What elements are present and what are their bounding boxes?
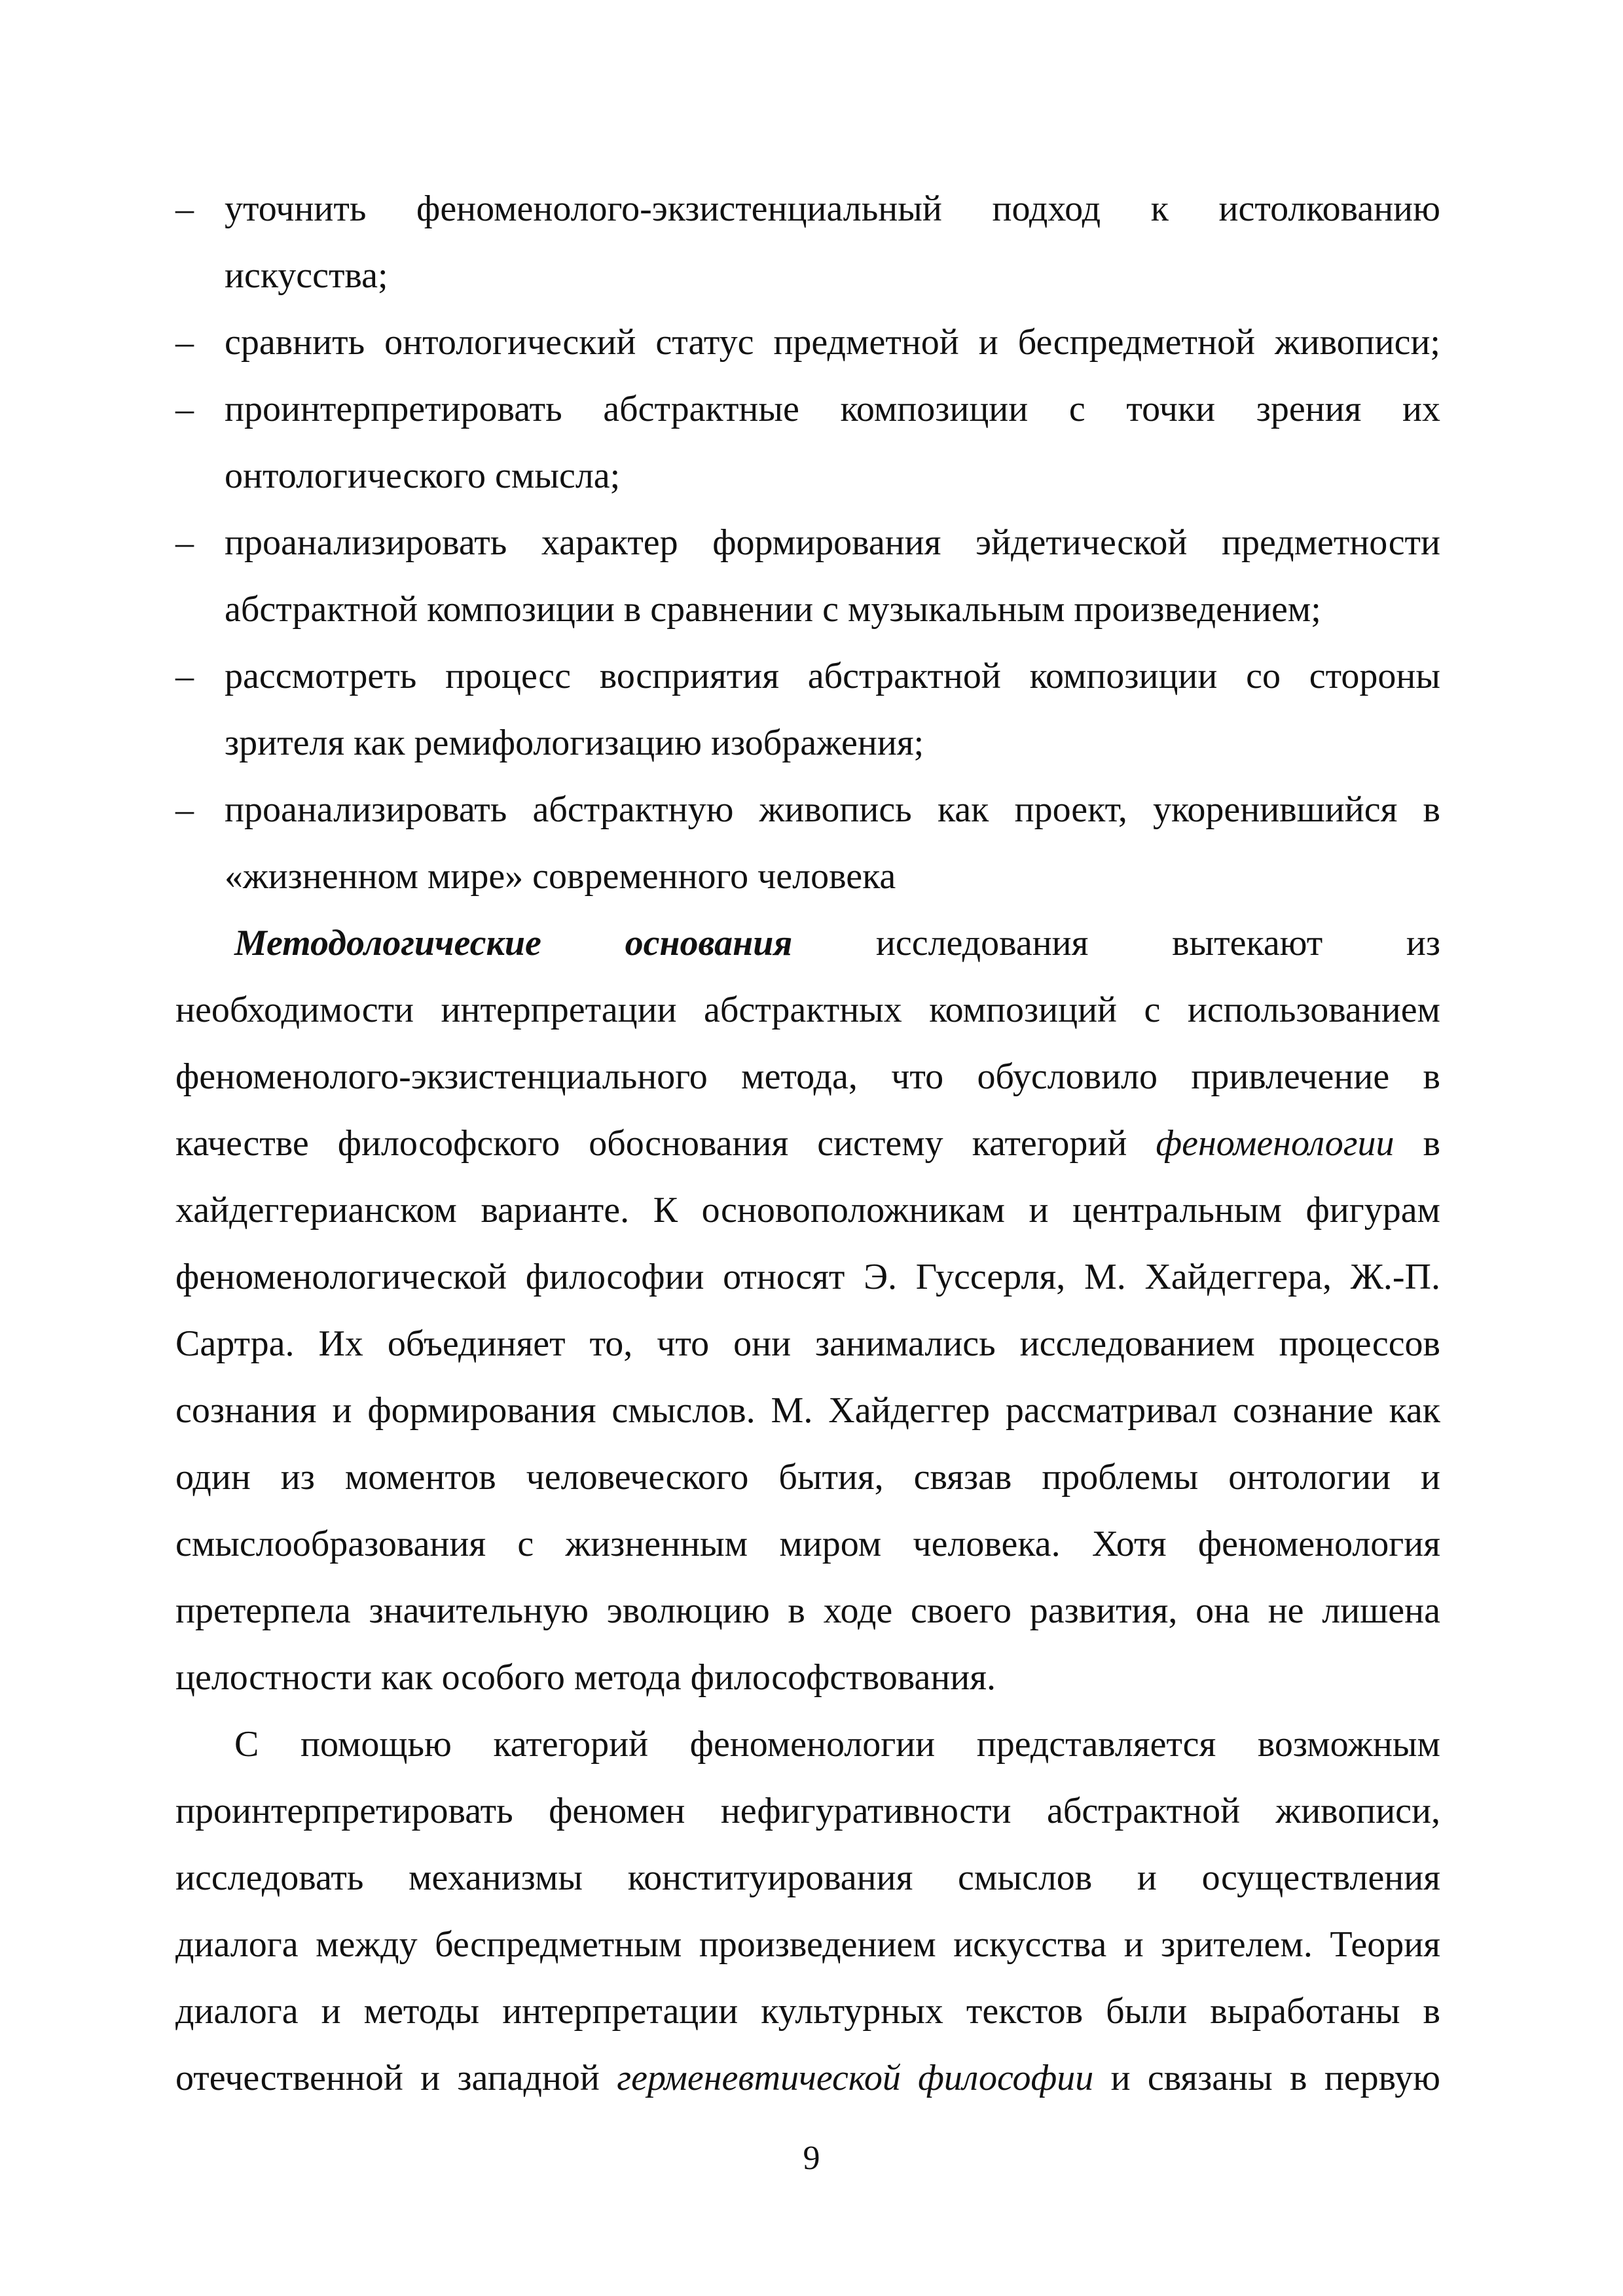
list-item-text: уточнить феноменолого-экзистенциальный подход к истолкованию [225, 188, 1440, 229]
paragraph-line: сознания и формирования смыслов. М. Хайдеггер рассматривал сознание как [175, 1390, 1440, 1431]
paragraph-text: отечественной и западной [175, 2058, 600, 2098]
dash-bullet: – [175, 656, 194, 696]
list-item-text: рассмотреть процесс восприятия абстрактной композиции со стороны [225, 656, 1440, 696]
paragraph-line: диалога между беспредметным произведением искусства и зрителем. Теория [175, 1924, 1440, 1965]
bold-italic-term: Методологические [234, 923, 541, 963]
paragraph-text: исследования вытекают из [875, 923, 1440, 963]
paragraph-text: и связаны в первую [1110, 2058, 1440, 2098]
task-list [175, 175, 1440, 910]
paragraph-text: в [1423, 1123, 1441, 1164]
italic-term: феноменологии [1156, 1123, 1395, 1164]
list-item-text: проанализировать характер формирования эйдетической предметности [225, 522, 1440, 563]
dash-bullet: – [175, 522, 194, 563]
list-item [175, 175, 1440, 242]
list-item-continuation: зрителя как ремифологизацию изображения; [225, 723, 924, 763]
list-item [175, 309, 1440, 376]
paragraph-line: феноменолого-экзистенциального метода, что обусловило привлечение в [175, 1056, 1440, 1097]
dash-bullet: – [175, 789, 194, 830]
list-item-continuation: абстрактной композиции в сравнении с музыкальным произведением; [225, 589, 1321, 630]
paragraph-line [175, 910, 1440, 977]
dash-bullet: – [175, 389, 194, 429]
list-item-continuation: «жизненном мире» современного человека [225, 856, 896, 897]
paragraph-line: претерпела значительную эволюцию в ходе своего развития, она не лишена [175, 1590, 1440, 1631]
paragraph-line: проинтерпретировать феномен нефигуративности абстрактной живописи, [175, 1791, 1440, 1831]
italic-term: герменевтической философии [617, 2058, 1094, 2098]
paragraph-line: феноменологической философии относят Э. Гуссерля, М. Хайдеггера, Ж.-П. [175, 1257, 1440, 1297]
paragraph-line: смыслообразования с жизненным миром человека. Хотя феноменология [175, 1524, 1440, 1564]
paragraph-line [175, 2045, 1440, 2111]
paragraph-line: исследовать механизмы конституирования смыслов и осуществления [175, 1857, 1440, 1898]
paragraph-line: Сартра. Их объединяет то, что они занимались исследованием процессов [175, 1323, 1440, 1364]
paragraph-line: хайдеггерианском варианте. К основоположникам и центральным фигурам [175, 1190, 1440, 1230]
paragraph-line: С помощью категорий феноменологии представляется возможным [234, 1724, 1440, 1765]
list-item-text: проинтерпретировать абстрактные композиции с точки зрения их [225, 389, 1440, 429]
paragraph-line: целостности как особого метода философствования. [175, 1657, 996, 1698]
list-item [175, 376, 1440, 442]
list-item-continuation: онтологического смысла; [225, 456, 621, 496]
phenomenology-paragraph [175, 1711, 1440, 2111]
paragraph-line: один из моментов человеческого бытия, связав проблемы онтологии и [175, 1457, 1440, 1498]
page-number: 9 [803, 2140, 820, 2177]
list-item-text: сравнить онтологический статус предметной и беспредметной живописи; [225, 322, 1440, 363]
dash-bullet: – [175, 322, 194, 363]
bold-italic-term: основания [625, 923, 793, 963]
methodology-paragraph [175, 910, 1440, 1711]
list-item-continuation: искусства; [225, 255, 388, 296]
list-item [175, 643, 1440, 709]
paragraph-text: качестве философского обоснования систему категорий [175, 1123, 1127, 1164]
list-item [175, 776, 1440, 843]
paragraph-line [175, 1110, 1440, 1177]
list-item [175, 509, 1440, 576]
dash-bullet: – [175, 188, 194, 229]
list-item-text: проанализировать абстрактную живопись как проект, укоренившийся в [225, 789, 1440, 830]
main-text [175, 175, 1440, 2111]
paragraph-line: диалога и методы интерпретации культурных текстов были выработаны в [175, 1991, 1440, 2032]
paragraph-line: необходимости интерпретации абстрактных композиций с использованием [175, 990, 1440, 1030]
